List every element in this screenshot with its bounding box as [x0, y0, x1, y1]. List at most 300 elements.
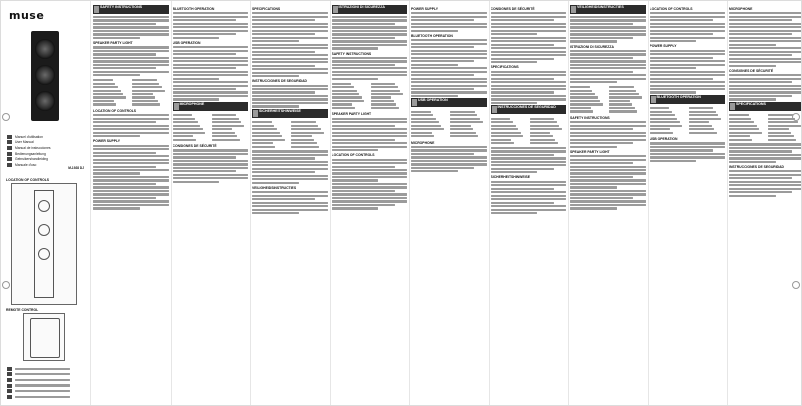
text-line [173, 26, 249, 28]
list-item [173, 114, 193, 116]
list-item [332, 96, 362, 98]
list-item [93, 79, 113, 81]
subsection-heading: INSTRUCCIONES DE SEGURIDAD [252, 79, 308, 84]
text-line [93, 128, 169, 130]
text-line [411, 26, 487, 28]
text-line [729, 54, 792, 56]
text-line [173, 149, 249, 151]
list-item [252, 121, 272, 123]
list-item [768, 135, 793, 137]
text-line [491, 202, 554, 204]
list-item [450, 111, 475, 113]
text-line [252, 178, 328, 180]
text-line [491, 150, 567, 152]
list-item [173, 135, 194, 137]
list-item [411, 118, 436, 120]
language-item: Manual de instrucciones [7, 145, 85, 151]
text-line [570, 33, 646, 35]
text-line [93, 166, 156, 168]
text-line [491, 181, 567, 183]
text-line [650, 19, 713, 21]
flag-icon [492, 106, 497, 113]
text-line [332, 44, 408, 46]
text-line [570, 78, 646, 80]
text-line [491, 23, 567, 25]
text-line [491, 51, 567, 53]
subsection-heading: LOCATION OF CONTROLS [93, 108, 137, 113]
list-item [609, 90, 636, 92]
list-item [291, 121, 316, 123]
section-title: SICHERHEITSHINWEISE [259, 108, 301, 113]
text-line [650, 64, 726, 66]
text-line [173, 57, 249, 59]
text-line [491, 184, 567, 186]
section-title: USB OPERATION [418, 98, 448, 103]
text-line [491, 191, 567, 193]
text-line [252, 191, 328, 193]
text-line [252, 202, 328, 204]
text-line [570, 139, 646, 141]
text-line [729, 157, 801, 159]
text-line [570, 57, 633, 59]
list-item [650, 118, 678, 120]
list-item [411, 128, 444, 130]
text-column [491, 5, 567, 403]
list-item [689, 114, 719, 116]
text-column [650, 5, 726, 403]
crop-mark [2, 113, 10, 121]
text-line [332, 40, 408, 42]
text-line [332, 16, 408, 18]
list-item [768, 128, 788, 130]
list-item [332, 100, 365, 102]
text-line [729, 191, 792, 193]
text-line [173, 64, 249, 66]
text-line [650, 149, 713, 151]
list-item [609, 93, 639, 95]
text-line [729, 33, 792, 35]
list-item [252, 139, 285, 141]
text-line [93, 190, 169, 192]
text-line [570, 183, 646, 185]
section-title: ISTRUZIONI DI SICUREZZA [338, 5, 386, 9]
list-item [411, 121, 439, 123]
list-item [291, 139, 314, 141]
text-line [491, 171, 538, 173]
text-line [252, 150, 328, 152]
text-line [491, 47, 567, 49]
text-line [173, 181, 220, 183]
text-line [252, 102, 328, 104]
numbered-parts-list [411, 109, 487, 138]
text-line [491, 58, 554, 60]
text-line [173, 74, 249, 76]
list-item [530, 121, 557, 123]
list-item [689, 107, 714, 109]
list-item [570, 100, 600, 102]
subsection-heading: POWER SUPPLY [93, 139, 121, 144]
text-line [252, 91, 315, 93]
text-line [411, 170, 458, 172]
section-title: INSTRUCCIONES DE SEGURIDAD [497, 105, 556, 110]
list-item [768, 114, 793, 116]
list-item [729, 132, 762, 134]
text-line [93, 121, 156, 123]
list-item [332, 83, 352, 85]
list-item [530, 142, 558, 144]
flag-icon [571, 6, 576, 13]
list-item [768, 139, 796, 141]
text-line [93, 197, 156, 199]
subsection-heading: SPECIFICATIONS [490, 65, 519, 70]
text-line [729, 88, 801, 90]
text-line [252, 85, 328, 87]
text-line [252, 23, 328, 25]
text-line [93, 23, 156, 25]
text-line [173, 170, 236, 172]
flag-icon [412, 99, 417, 106]
list-item [132, 83, 159, 85]
list-item [93, 96, 126, 98]
text-line [729, 170, 801, 172]
text-line [411, 78, 487, 80]
list-item [650, 121, 680, 123]
numbered-parts-list [570, 85, 646, 114]
list-item [371, 90, 401, 92]
text-line [93, 148, 169, 150]
text-line [252, 61, 328, 63]
list-item [530, 125, 560, 127]
text-line [570, 125, 646, 127]
list-item [609, 96, 641, 98]
list-item [450, 121, 482, 123]
text-line [650, 85, 726, 87]
language-item: Gebruikershandleiding [7, 156, 85, 162]
list-item [689, 121, 709, 123]
text-line [332, 183, 408, 185]
section-title: BLUETOOTH OPERATION [656, 94, 701, 99]
text-line [93, 179, 169, 181]
text-line [729, 161, 776, 163]
text-line [570, 71, 633, 73]
section-title: VEILIGHEIDSINSTRUCTIES [577, 5, 624, 9]
list-item [93, 100, 114, 102]
list-item [212, 121, 242, 123]
list-item [570, 96, 598, 98]
text-line [411, 95, 458, 97]
text-line [729, 44, 776, 46]
text-line [729, 91, 801, 93]
list-item [371, 107, 399, 109]
text-line [252, 205, 328, 207]
text-line [411, 50, 487, 52]
list-item [173, 132, 206, 134]
subsection-heading: POWER SUPPLY [649, 44, 677, 49]
text-line [252, 33, 315, 35]
text-line [173, 167, 249, 169]
text-line [332, 176, 408, 178]
list-item [252, 132, 280, 134]
text-line [570, 64, 646, 66]
text-line [650, 81, 726, 83]
subsection-heading: INSTRUCCIONES DE SEGURIDAD [729, 165, 785, 169]
text-line [93, 26, 169, 28]
list-item [450, 132, 475, 134]
list-item [332, 90, 357, 92]
subsection-heading: SPEAKER PARTY LIGHT [570, 149, 610, 154]
text-line [570, 142, 633, 144]
text-line [491, 71, 567, 73]
text-line [491, 209, 567, 211]
text-line [729, 143, 801, 145]
text-line [729, 40, 801, 42]
list-item [570, 103, 603, 105]
subsection-heading: MICROPHONE [411, 140, 435, 145]
text-line [491, 74, 567, 76]
subsection-heading: BLUETOOTH OPERATION [172, 7, 215, 11]
text-line [570, 204, 646, 206]
text-line [332, 57, 408, 59]
text-line [729, 177, 792, 179]
text-line [252, 75, 299, 77]
list-item [411, 111, 431, 113]
text-line [570, 190, 646, 192]
text-line [252, 12, 328, 14]
list-item [570, 90, 592, 92]
text-line [332, 33, 408, 35]
list-item [411, 125, 441, 127]
location-of-controls-title: LOCATION OF CONTROLS [6, 178, 50, 182]
list-item [371, 93, 403, 95]
text-line [650, 91, 697, 93]
list-item [93, 103, 116, 105]
list-item [689, 132, 717, 134]
text-line [729, 19, 792, 21]
text-line [411, 64, 458, 66]
text-line [252, 105, 299, 107]
text-line [729, 147, 801, 149]
text-line [729, 95, 792, 97]
model-number: M-1928 DJ [68, 166, 84, 170]
subsection-heading: LOCATION OF CONTROLS [331, 153, 375, 158]
list-item [609, 103, 632, 105]
text-line [252, 212, 299, 214]
subsection-heading: CONSIGNES DE SÉCURITÉ [729, 68, 774, 73]
text-line [173, 12, 249, 14]
text-line [252, 168, 328, 170]
remote-control-title: REMOTE CONTROL [6, 308, 39, 312]
list-item [609, 100, 629, 102]
text-line [173, 30, 249, 32]
list-item [768, 121, 798, 123]
text-line [252, 154, 328, 156]
subsection-heading: SPEAKER PARTY LIGHT [93, 41, 133, 46]
list-item [450, 128, 473, 130]
column-divider [250, 1, 251, 405]
text-line [332, 71, 408, 73]
text-line [491, 37, 567, 39]
text-line [491, 78, 554, 80]
text-line [332, 159, 408, 161]
section-title: SAFETY INSTRUCTIONS [100, 5, 143, 9]
list-item [450, 125, 470, 127]
list-item [650, 125, 683, 127]
text-line [491, 16, 567, 18]
text-line [491, 81, 567, 83]
text-line [411, 160, 487, 162]
text-line [729, 195, 776, 197]
list-item [332, 86, 354, 88]
list-item [332, 93, 360, 95]
numbered-parts-list [729, 113, 801, 142]
text-line [729, 12, 801, 14]
numbered-parts-list [650, 106, 726, 135]
list-item [291, 132, 323, 134]
list-item [212, 139, 240, 141]
text-line [570, 16, 646, 18]
list-item [291, 135, 311, 137]
list-item [450, 114, 477, 116]
text-line [252, 198, 315, 200]
text-line [411, 71, 487, 73]
text-line [570, 193, 646, 195]
text-line [252, 182, 299, 184]
crop-mark [2, 281, 10, 289]
text-line [332, 64, 395, 66]
subsection-heading: SAFETY INSTRUCTIONS [331, 51, 372, 56]
text-line [93, 30, 169, 32]
text-line [93, 135, 140, 137]
text-line [332, 118, 408, 120]
text-column [252, 5, 328, 403]
list-item [332, 103, 353, 105]
language-item: User Manual [7, 140, 85, 146]
list-item [371, 96, 391, 98]
subsection-heading: SAFETY INSTRUCTIONS [570, 115, 610, 120]
list-item [332, 107, 355, 109]
text-line [252, 16, 328, 18]
text-line [411, 43, 487, 45]
list-item [371, 86, 398, 88]
text-line [252, 171, 315, 173]
text-line [729, 174, 801, 176]
list-item [689, 118, 721, 120]
language-section-header [252, 109, 328, 118]
text-line [93, 114, 169, 116]
list-item [212, 128, 232, 130]
list-item [609, 107, 634, 109]
text-line [173, 163, 249, 165]
text-line [491, 188, 554, 190]
text-line [411, 149, 487, 151]
text-line [491, 61, 538, 63]
text-line [650, 74, 726, 76]
list-item [132, 96, 155, 98]
text-line [650, 53, 726, 55]
text-line [93, 162, 169, 164]
text-line [332, 47, 379, 49]
text-line [93, 145, 169, 147]
text-line [570, 172, 646, 174]
text-line [252, 58, 328, 60]
text-line [252, 161, 328, 163]
text-line [650, 37, 726, 39]
text-line [650, 33, 713, 35]
column-divider [409, 1, 410, 405]
text-line [173, 71, 249, 73]
text-line [173, 78, 220, 80]
text-line [93, 200, 169, 202]
list-item [530, 118, 555, 120]
text-line [332, 121, 408, 123]
subsection-heading: SPEAKER PARTY LIGHT [331, 112, 372, 117]
list-item [530, 139, 555, 141]
text-line [570, 162, 633, 164]
text-line [252, 164, 328, 166]
text-line [570, 197, 633, 199]
bottom-language-list [7, 366, 85, 400]
text-line [650, 60, 726, 62]
text-line [570, 186, 617, 188]
list-item [609, 86, 634, 88]
text-line [650, 30, 726, 32]
text-line [729, 23, 801, 25]
list-item [491, 128, 519, 130]
text-line [491, 157, 567, 159]
text-line [93, 186, 169, 188]
text-line [93, 60, 169, 62]
text-line [252, 19, 315, 21]
text-line [332, 166, 395, 168]
text-line [332, 74, 408, 76]
list-item [491, 132, 521, 134]
text-line [570, 159, 646, 161]
text-line [570, 60, 646, 62]
list-item [729, 125, 757, 127]
list-item [252, 146, 275, 148]
text-line [93, 71, 169, 73]
text-line [252, 30, 328, 32]
column-divider [648, 1, 649, 405]
text-line [252, 195, 328, 197]
list-item [371, 103, 396, 105]
crop-mark [792, 113, 800, 121]
list-item [291, 146, 319, 148]
text-line [173, 46, 249, 48]
text-line [729, 65, 776, 67]
list-item [491, 139, 512, 141]
list-item [371, 100, 394, 102]
list-item [530, 128, 562, 130]
text-line [729, 30, 801, 32]
text-line [252, 88, 328, 90]
text-line [332, 30, 408, 32]
text-line [93, 33, 169, 35]
text-line [93, 74, 140, 76]
list-item [411, 135, 434, 137]
subsection-heading: BLUETOOTH OPERATION [411, 33, 453, 38]
text-column [570, 5, 646, 403]
brand-logo: muse [9, 9, 45, 22]
text-line [252, 175, 328, 177]
list-item [371, 83, 396, 85]
text-line [252, 157, 315, 159]
text-line [729, 81, 792, 83]
list-item [689, 125, 712, 127]
text-line [491, 40, 567, 42]
text-line [411, 23, 487, 25]
list-item [173, 128, 203, 130]
